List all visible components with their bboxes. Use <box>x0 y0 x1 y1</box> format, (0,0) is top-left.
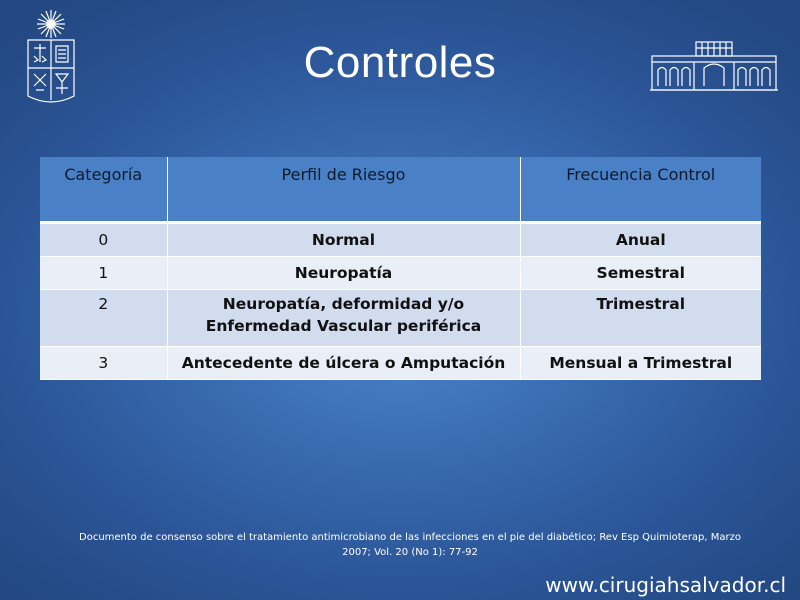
cell-frecuencia: Semestral <box>520 257 761 290</box>
cell-perfil: Antecedente de úlcera o Amputación <box>167 347 520 380</box>
cell-perfil-line1: Neuropatía, deformidad y/o <box>222 295 465 313</box>
reference-line-1: Documento de consenso sobre el tratamiento antimicrobiano de las infecciones en el pie del diabético; Rev Esp Quimioterap, Marzo <box>79 532 741 543</box>
reference-line-2: 2007; Vol. 20 (No 1): 77-92 <box>342 547 478 558</box>
table-row <box>40 290 761 347</box>
reference-citation <box>70 530 750 560</box>
cell-frecuencia: Anual <box>520 223 761 257</box>
header-perfil-riesgo: Perfil de Riesgo <box>167 157 520 223</box>
cell-categoria: 3 <box>40 347 167 380</box>
header-frecuencia-control: Frecuencia Control <box>520 157 761 223</box>
table-row <box>40 347 761 380</box>
cell-perfil-line2: Enfermedad Vascular periférica <box>205 317 482 335</box>
cell-categoria: 1 <box>40 257 167 290</box>
table-row <box>40 223 761 257</box>
website-url: www.cirugiahsalvador.cl <box>545 573 786 597</box>
cell-perfil: Normal <box>167 223 520 257</box>
cell-frecuencia: Trimestral <box>520 290 761 347</box>
table-row <box>40 257 761 290</box>
cell-frecuencia: Mensual a Trimestral <box>520 347 761 380</box>
cell-categoria: 2 <box>40 290 167 347</box>
table-header-row <box>40 157 761 223</box>
controls-table <box>40 157 761 380</box>
slide-title: Controles <box>303 38 497 87</box>
header-categoria: Categoría <box>40 157 167 223</box>
cell-perfil <box>167 290 520 347</box>
cell-perfil: Neuropatía <box>167 257 520 290</box>
cell-categoria: 0 <box>40 223 167 257</box>
